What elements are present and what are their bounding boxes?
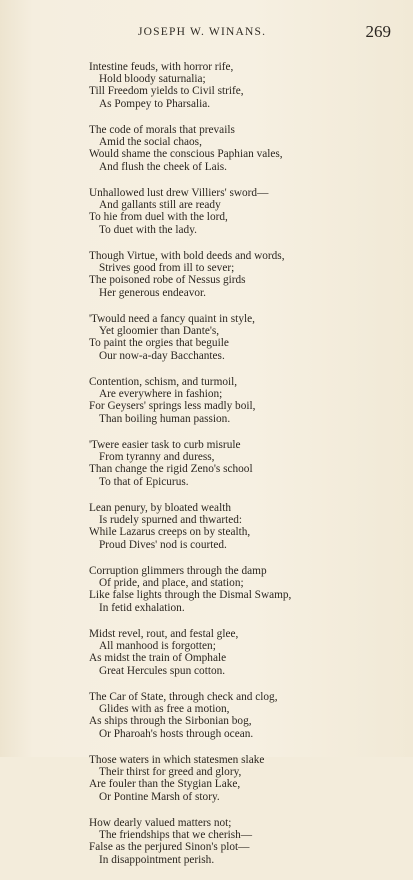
poem-line: Are fouler than the Stygian Lake, [89,778,241,791]
poem-line: Glides with as free a motion, [99,703,230,716]
poem-line: All manhood is forgotten; [99,640,216,653]
page-number: 269 [365,22,391,41]
poem-line: From tyranny and duress, [99,451,215,464]
running-head: JOSEPH W. WINANS. [138,26,267,38]
poem-line: The Car of State, through check and clog, [89,691,278,703]
poem-line: Are everywhere in fashion; [99,388,223,401]
poem-line: To that of Epicurus. [99,475,189,488]
poem-line: To paint the orgies that beguile [89,337,229,350]
poem-line: Intestine feuds, with horror rife, [89,61,234,73]
poem-line: Like false lights through the Dismal Swamp, [89,589,292,602]
poem-line: Midst revel, rout, and festal glee, [89,628,239,640]
poem-line: Is rudely spurned and thwarted: [99,514,243,527]
poem-line: In disappointment perish. [99,853,215,866]
stanza [89,250,389,299]
poem-line: Her generous endeavor. [99,286,206,299]
poem-line: Till Freedom yields to Civil strife, [89,85,244,98]
poem-line: As ships through the Sirbonian bog, [89,715,252,728]
poem-line: And flush the cheek of Lais. [99,160,227,173]
poem-line: How dearly valued matters not; [89,817,232,829]
stanza [89,439,389,488]
poem-line: Unhallowed lust drew Villiers' sword— [89,187,269,199]
stanza [89,124,389,173]
poem-line: For Geysers' springs less madly boil, [89,400,256,413]
poem-line: Strives good from ill to sever; [99,262,235,275]
poem-line: 'Twere easier task to curb misrule [89,439,241,451]
poem-line: Of pride, and place, and station; [99,577,244,590]
stanza [89,628,389,677]
poem-line: Our now-a-day Bacchantes. [99,349,225,362]
poem-line: Lean penury, by bloated wealth [89,502,231,514]
stanza [89,502,389,551]
poem-line: False as the perjured Sinon's plot— [89,841,250,854]
poem-line: The poisoned robe of Nessus girds [89,274,246,287]
page-header [0,22,413,44]
poem-line: Or Pharoah's hosts through ocean. [99,727,254,740]
stanza [89,187,389,236]
poem-line: The friendships that we cherish— [99,829,253,842]
poem-line: As Pompey to Pharsalia. [99,97,211,110]
poem-line: Contention, schism, and turmoil, [89,376,238,388]
stanza [89,565,389,614]
poem-line: Corruption glimmers through the damp [89,565,267,577]
poem-line: And gallants still are ready [99,199,221,212]
poem-line: Their thirst for greed and glory, [99,766,242,779]
poem-line: Or Pontine Marsh of story. [99,790,220,803]
poem-line: Than change the rigid Zeno's school [89,463,253,476]
stanza [89,61,389,110]
poem-line: Those waters in which statesmen slake [89,754,265,766]
poem-line: Hold bloody saturnalia; [99,73,206,86]
poem-body [89,61,389,880]
poem-line: Yet gloomier than Dante's, [99,325,220,338]
poem-line: To duet with the lady. [99,223,197,236]
poem-line: Would shame the conscious Paphian vales, [89,148,283,161]
poem-line: To hie from duel with the lord, [89,211,228,224]
poem-line: In fetid exhalation. [99,601,185,614]
poem-line: As midst the train of Omphale [89,652,227,665]
poem-line: Than boiling human passion. [99,412,231,425]
stanza [89,691,389,740]
poem-line: While Lazarus creeps on by stealth, [89,526,251,539]
stanza [89,313,389,362]
stanza [89,376,389,425]
stanza [89,817,389,866]
poem-line: Proud Dives' nod is courted. [99,538,227,551]
poem-line: Though Virtue, with bold deeds and words, [89,250,285,262]
stanza [89,754,389,803]
poem-line: The code of morals that prevails [89,124,235,136]
poem-line: Amid the social chaos, [99,136,202,149]
poem-line: Great Hercules spun cotton. [99,664,226,677]
poem-line: 'Twould need a fancy quaint in style, [89,313,255,325]
